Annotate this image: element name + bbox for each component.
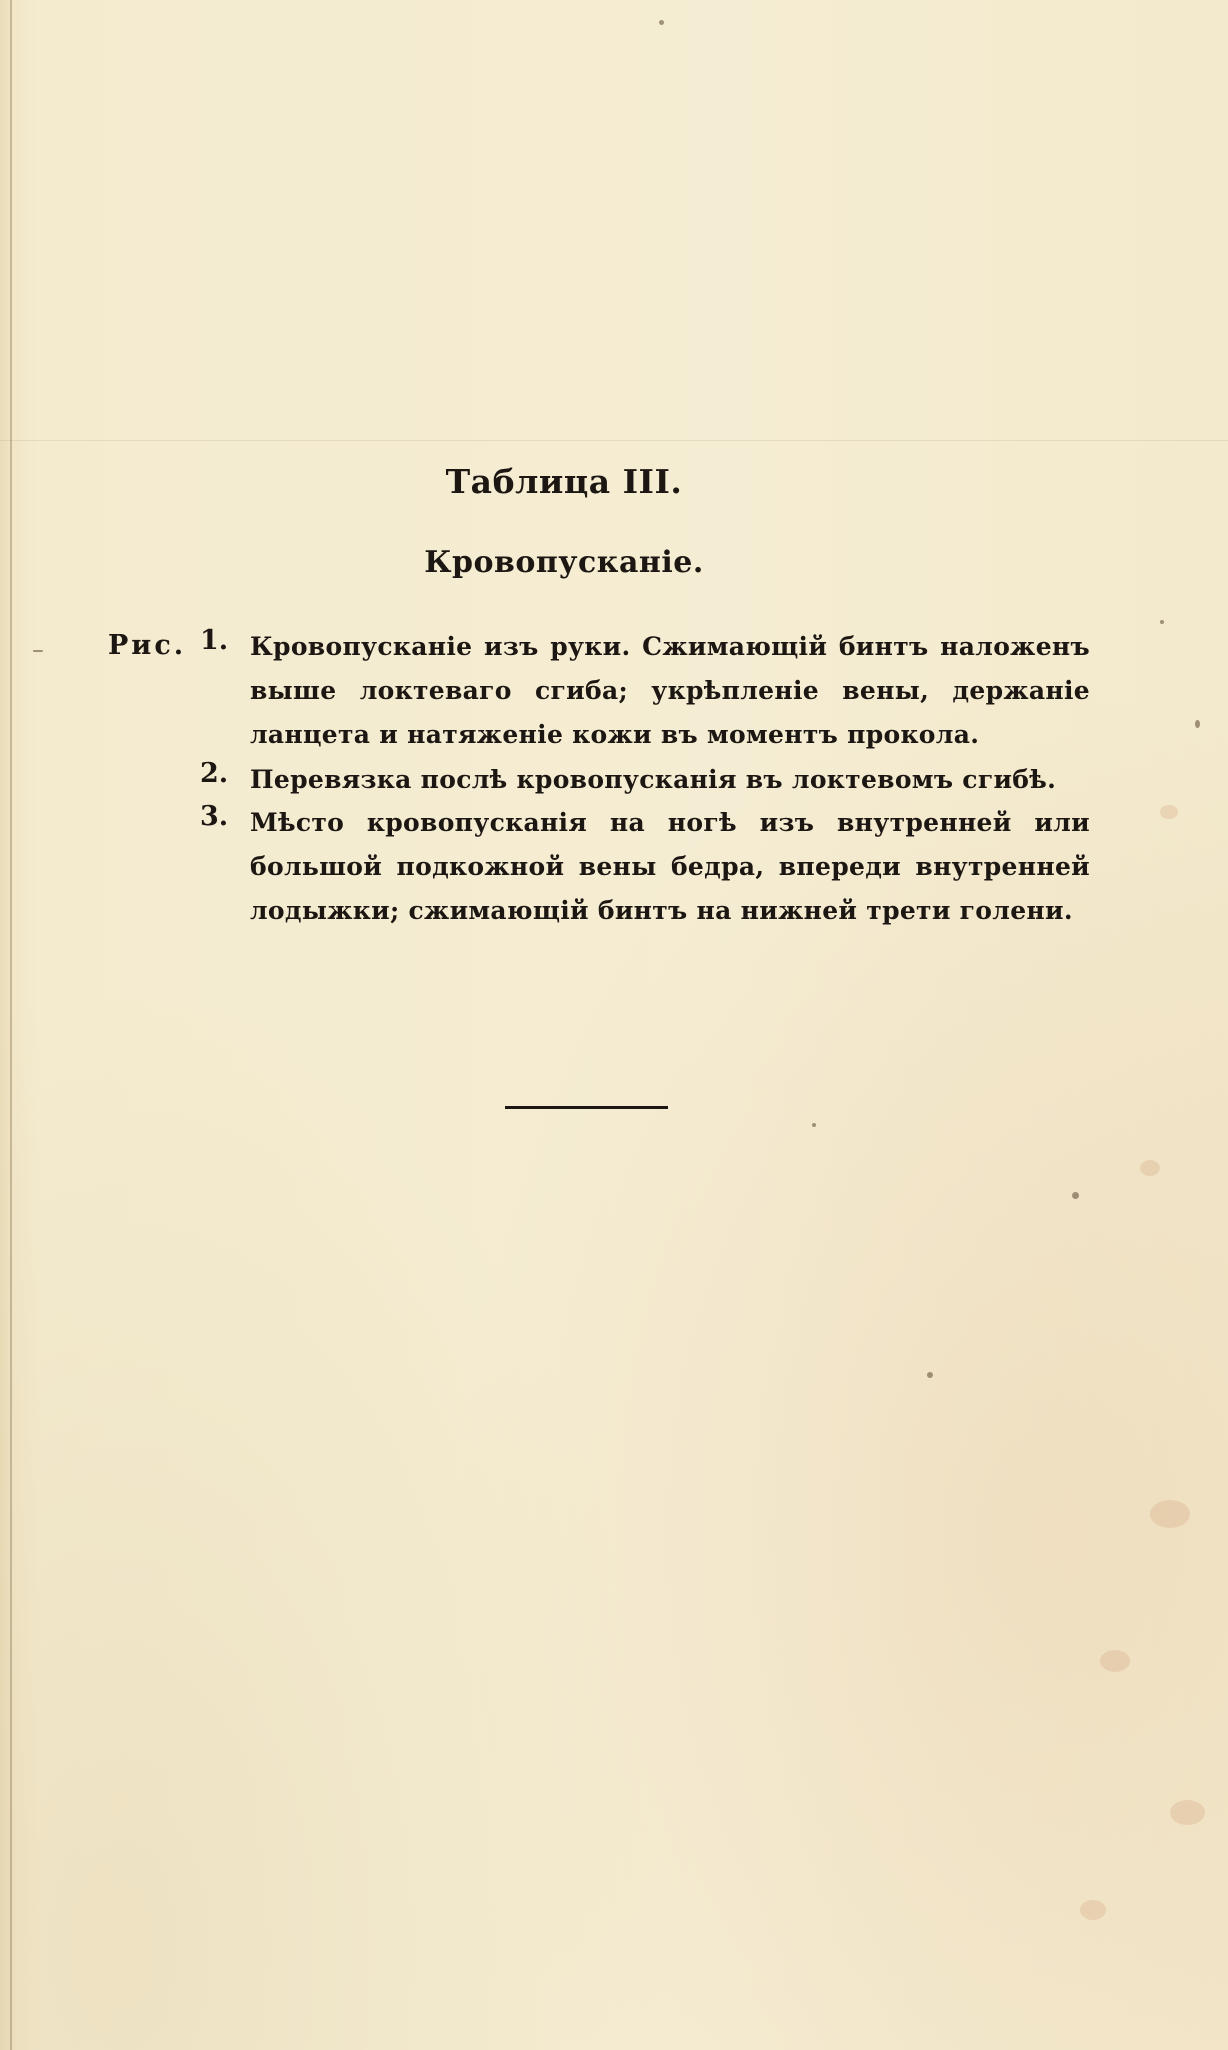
paper-stain xyxy=(1150,1500,1190,1528)
paper-stain xyxy=(1160,805,1178,819)
binding-edge xyxy=(10,0,12,2050)
page-fold xyxy=(0,440,1228,441)
section-divider xyxy=(505,1106,668,1109)
paper-stain xyxy=(1170,1800,1205,1825)
paper-speck xyxy=(659,20,664,25)
plate-subtitle: Кровопусканіе. xyxy=(424,545,704,580)
figure-number: 3. xyxy=(200,801,229,832)
figure-number: 2. xyxy=(200,758,229,789)
paper-speck xyxy=(927,1372,933,1378)
paper-speck xyxy=(1160,620,1164,624)
paper-stain xyxy=(1100,1650,1130,1672)
paper-speck xyxy=(812,1123,816,1127)
figure-caption: Мѣсто кровопусканія на ногѣ изъ внутренней или большой подкожной вены бедра, впереди внутренней лодыжки; сжимающій бинтъ на нижней трети голени. xyxy=(250,808,1090,925)
paper-speck xyxy=(1195,720,1200,728)
plate-title: Таблица III. xyxy=(445,462,683,501)
paper-speck xyxy=(1072,1192,1079,1199)
figure-caption: Кровопусканіе изъ руки. Сжимающій бинтъ наложенъ выше локтеваго сгиба; укрѣпленіе вены, держаніе ланцета и натяженіе кожи въ моментъ прокола. xyxy=(250,632,1090,749)
paper-stain xyxy=(1080,1900,1106,1920)
paper-stain xyxy=(1140,1160,1160,1176)
figure-number: 1. xyxy=(200,625,229,656)
figure-label: Рис. xyxy=(108,630,187,661)
paper-speck xyxy=(33,650,43,652)
figure-caption: Перевязка послѣ кровопусканія въ локтевомъ сгибѣ. xyxy=(250,765,1057,794)
